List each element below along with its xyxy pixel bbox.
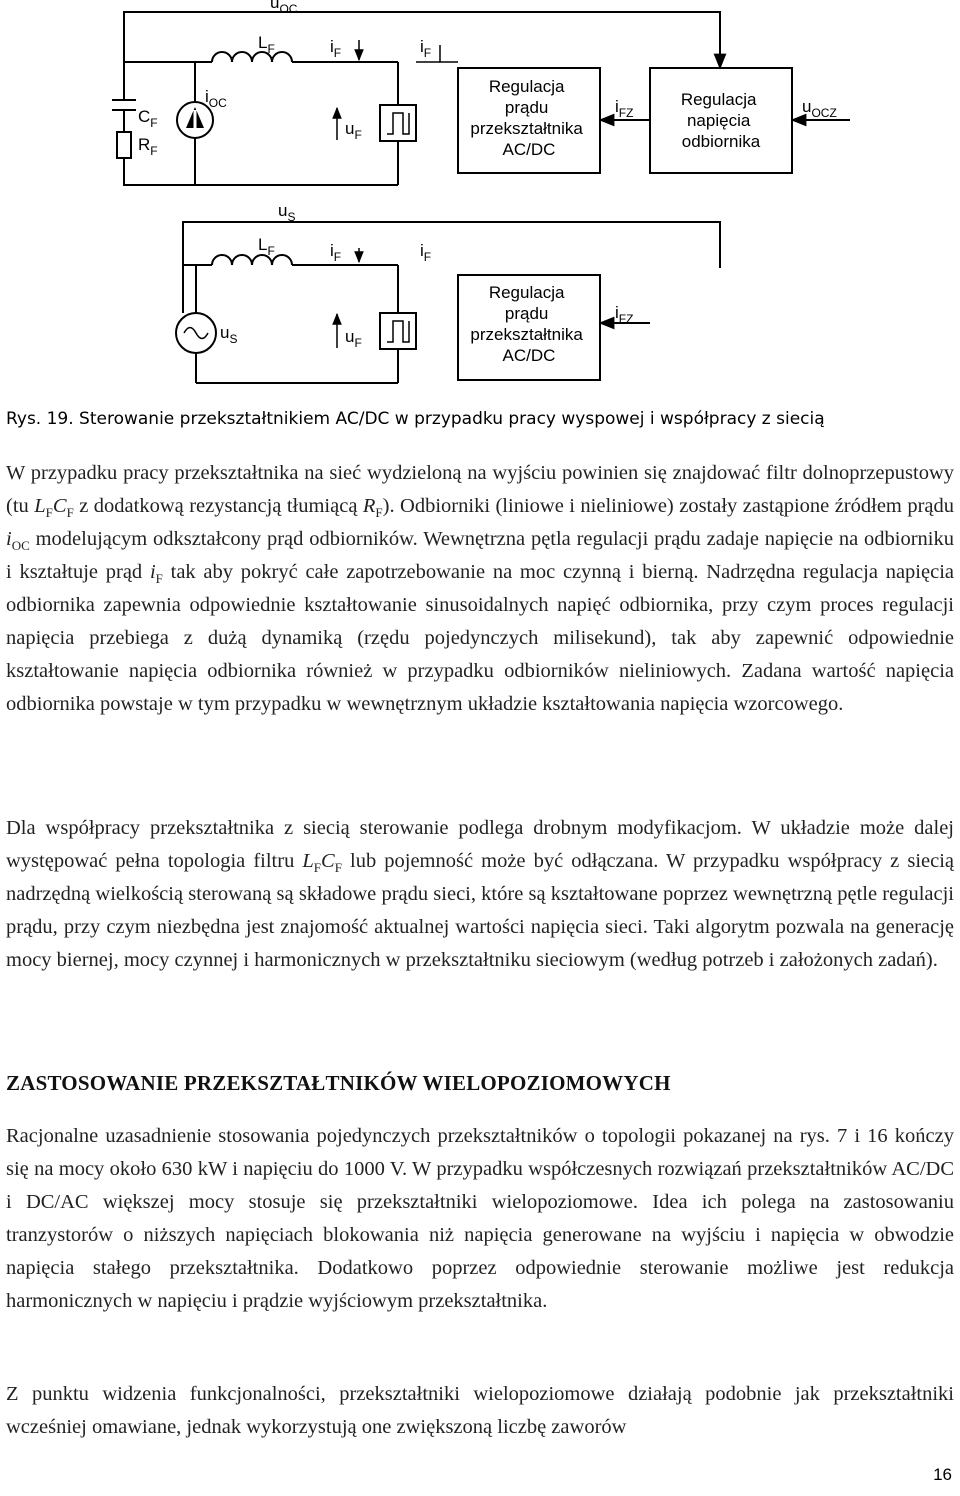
resistor-rf xyxy=(117,132,131,158)
label-u-f: $u_F$ xyxy=(345,119,362,142)
figure-caption: Rys. 19. Sterowanie przekształtnikiem AC/DC w przypadku pracy wyspowej i współpracy z siecią xyxy=(6,409,825,429)
label-r-f: $R_F$ xyxy=(138,135,158,158)
block2-text: Regulacja napięcia odbiornika xyxy=(680,90,761,151)
label-u-ocz: $u_{OCZ}$ xyxy=(802,97,837,120)
inductor-lf-2 xyxy=(212,255,292,265)
section-heading: ZASTOSOWANIE PRZEKSZTAŁTNIKÓW WIELOPOZIOMOWYCH xyxy=(6,1071,671,1095)
label-i-f-bottom-1: $i_F$ xyxy=(330,241,342,264)
label-u-s: $u_S$ xyxy=(220,323,238,346)
paragraph-3: Racjonalne uzasadnienie stosowania pojedynczych przekształtników o topologii pokazanej na rys. 7 i 16 kończy się na mocy około 630 kW i napięciu do 1000 V. W przypadku współczesnych rozwiązań przekształtników AC/DC i DC/AC większej mocy stosuje się przekształtniki wielopoziomowe. Idea ich polega na zastosowaniu tranzystorów o niższych napięciach blokowania niż napięcia generowane na wyjściu i napięcia w obwodzie napięcia stałego przekształtnika. Dodatkowo poprzez odpowiednie sterowanie możliwe jest redukcja harmonicznych w napięciu i prądzie wyjściowym przekształtnika. xyxy=(6,1125,954,1312)
label-i-f-1: $i_F$ xyxy=(330,37,342,60)
paragraph-2: Dla współpracy przekształtnika z siecią sterowanie podlega drobnym modyfikacjom. W układzie może dalej występować pełna topologia filtru $L_FC_F$ lub pojemność może być odłączana. W przypadku współpracy z siecią nadrzędną wielkością sterowaną są składowe prądu sieci, które są kształtowane poprzez wewnętrzną pętle regulacji prądu, przy czym niezbędna jest znajomość aktualnej wartości napięcia sieci. Taki algorytm pozwala na generację mocy biernej, mocy czynnej i harmonicznych w przekształtniku sieciowym (według potrzeb i założonych zadań). xyxy=(6,817,955,971)
label-i-oc: $i_{OC}$ xyxy=(205,87,227,110)
label-u-oc: $u_{OC}$ xyxy=(270,0,298,16)
converter-symbol-bottom xyxy=(380,313,416,349)
label-i-f-bottom-2: $i_F$ xyxy=(420,241,432,264)
label-u-s-top: $u_S$ xyxy=(278,201,296,224)
inductor-lf xyxy=(212,52,292,62)
converter-symbol-top xyxy=(380,105,416,141)
block1-text-top: Regulacja prądu przekształtnika AC/DC xyxy=(470,77,583,159)
label-u-f-bottom: $u_F$ xyxy=(345,327,362,350)
figure-19 xyxy=(0,0,960,400)
block1-text-bottom: Regulacja prądu przekształtnika AC/DC xyxy=(470,283,583,365)
label-i-fz-bottom: $i_{FZ}$ xyxy=(615,303,634,326)
capacitor-cf xyxy=(112,100,136,110)
paragraph-4: Z punktu widzenia funkcjonalności, przekształtniki wielopoziomowe działają podobnie jak przekształtniki wcześniej omawiane, jednak wykorzystują one zwiększoną liczbę zaworów xyxy=(6,1383,954,1438)
label-l-f: $L_F$ xyxy=(258,33,275,56)
label-i-fz: $i_{FZ}$ xyxy=(615,97,634,120)
label-l-f-bottom: $L_F$ xyxy=(258,235,275,258)
label-i-f-2: $i_F$ xyxy=(420,37,432,60)
label-c-f: $C_F$ xyxy=(138,107,158,130)
paragraph-1: W przypadku pracy przekształtnika na sieć wydzieloną na wyjściu powinien się znajdować filtr dolnoprzepustowy (tu $L_FC_F$ z dodatkową rezystancją tłumiącą $R_F$). Odbiorniki (liniowe i nieliniowe) zostały zastąpione źródłem prądu $i_{OC}$ modelującym odkształcony prąd odbiorników. Wewnętrzna pętla regulacji prądu zadaje napięcie na odbiorniku i kształtuje prąd $i_F$ tak aby pokryć całe zapotrzebowanie na moc czynną i bierną. Nadrzędna regulacja napięcia odbiornika zapewnia odpowiednie kształtowanie sinusoidalnych napięć odbiornika, przy czym proces regulacji napięcia przebiega z dużą dynamiką (rzędu pojedynczych milisekund), tak aby zapewnić odpowiednie kształtowanie napięcia odbiornika również w przypadku odbiorników nieliniowych. Zadana wartość napięcia odbiornika powstaje w tym przypadku w wewnętrznym układzie kształtowania napięcia wzorcowego. xyxy=(6,462,954,715)
page-number: 16 xyxy=(933,1465,952,1484)
